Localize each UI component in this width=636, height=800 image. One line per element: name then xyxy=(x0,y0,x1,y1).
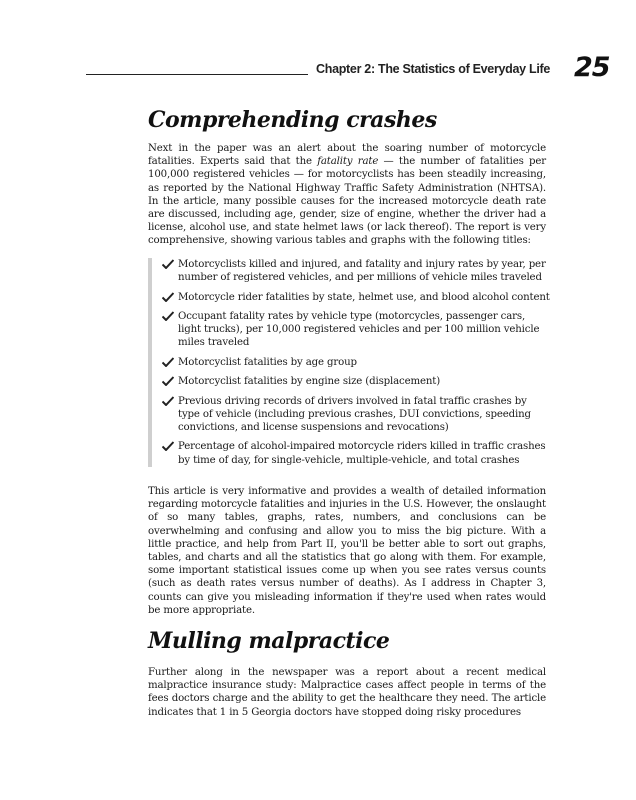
intro-text-before: Next in the paper was an alert about the soaring number of motorcycle fatalities. Experts said that the xyxy=(148,143,546,168)
list-item-text: Motorcyclist fatalities by age group xyxy=(178,356,357,368)
crashes-intro-paragraph xyxy=(148,142,546,248)
list-item-text: Previous driving records of drivers involved in fatal traffic crashes by type of vehicle (including previous crashes, DUI convictions, speeding convictions, and license suspensions and revocations) xyxy=(178,395,531,433)
list-item xyxy=(164,440,550,466)
section-heading-malpractice: Mulling malpractice xyxy=(148,628,390,654)
list-item xyxy=(164,258,550,284)
page-number: 25 xyxy=(574,52,610,83)
check-icon xyxy=(162,311,174,321)
list-item-text: Occupant fatality rates by vehicle type (motorcycles, passenger cars, light trucks), per 10,000 registered vehicles and per 100 million vehicle miles traveled xyxy=(178,310,540,349)
list-item-text: Motorcyclists killed and injured, and fatality and injury rates by year, per number of registered vehicles, and per millions of vehicle miles traveled xyxy=(178,259,546,284)
malpractice-paragraph: Further along in the newspaper was a report about a recent medical malpractice insurance study: Malpractice cases affect people in terms of the fees doctors charge and the ability to get the healthcare they need. The article indicates that 1 in 5 Georgia doctors have stopped doing risky procedures xyxy=(148,667,546,718)
check-icon xyxy=(162,292,174,302)
list-item xyxy=(164,375,550,388)
check-icon xyxy=(162,259,174,269)
list-item-text: Percentage of alcohol-impaired motorcycle riders killed in traffic crashes by time of day, for single-vehicle, multiple-vehicle, and total crashes xyxy=(178,441,546,466)
list-item-text: Motorcyclist fatalities by engine size (displacement) xyxy=(178,376,441,388)
check-icon xyxy=(162,357,174,367)
list-item xyxy=(164,395,550,435)
list-item xyxy=(164,356,550,369)
chapter-running-title: Chapter 2: The Statistics of Everyday Life xyxy=(316,62,551,76)
list-item-text: Motorcycle rider fatalities by state, helmet use, and blood alcohol content xyxy=(178,291,550,303)
check-icon xyxy=(162,441,174,451)
check-icon xyxy=(162,376,174,386)
fatality-rate-term: fatality rate xyxy=(317,156,379,168)
list-item xyxy=(164,291,550,304)
list-item xyxy=(164,310,550,350)
intro-text-after: — the number of fatalities per 100,000 registered vehicles — for motorcyclists has been steadily increasing, as reported by the National Highway Traffic Safety Administration (NHTSA). In the article, many possible causes for the increased motorcycle death rate are discussed, including age, gender, size of engine, whether the driver had a license, alcohol use, and state helmet laws (or lack thereof). The report is very comprehensive, showing various tables and graphs with the following titles: xyxy=(148,156,546,247)
header-rule xyxy=(86,74,308,75)
crashes-summary-paragraph: This article is very informative and provides a wealth of detailed information regarding motorcycle fatalities and injuries in the U.S. However, the onslaught of so many tables, graphs, rates, numbers, and conclusions can be overwhelming and confusing and allow you to miss the big picture. With a little practice, and help from Part II, you'll be better able to sort out graphs, tables, and charts and all the statistics that go along with them. For example, some important statistical issues come up when you see rates versus counts (such as death rates versus number of deaths). As I address in Chapter 3, counts can give you misleading information if they're used when rates would be more appropriate. xyxy=(148,486,546,616)
section-heading-crashes: Comprehending crashes xyxy=(148,107,437,133)
report-titles-list xyxy=(148,258,550,467)
check-icon xyxy=(162,396,174,406)
